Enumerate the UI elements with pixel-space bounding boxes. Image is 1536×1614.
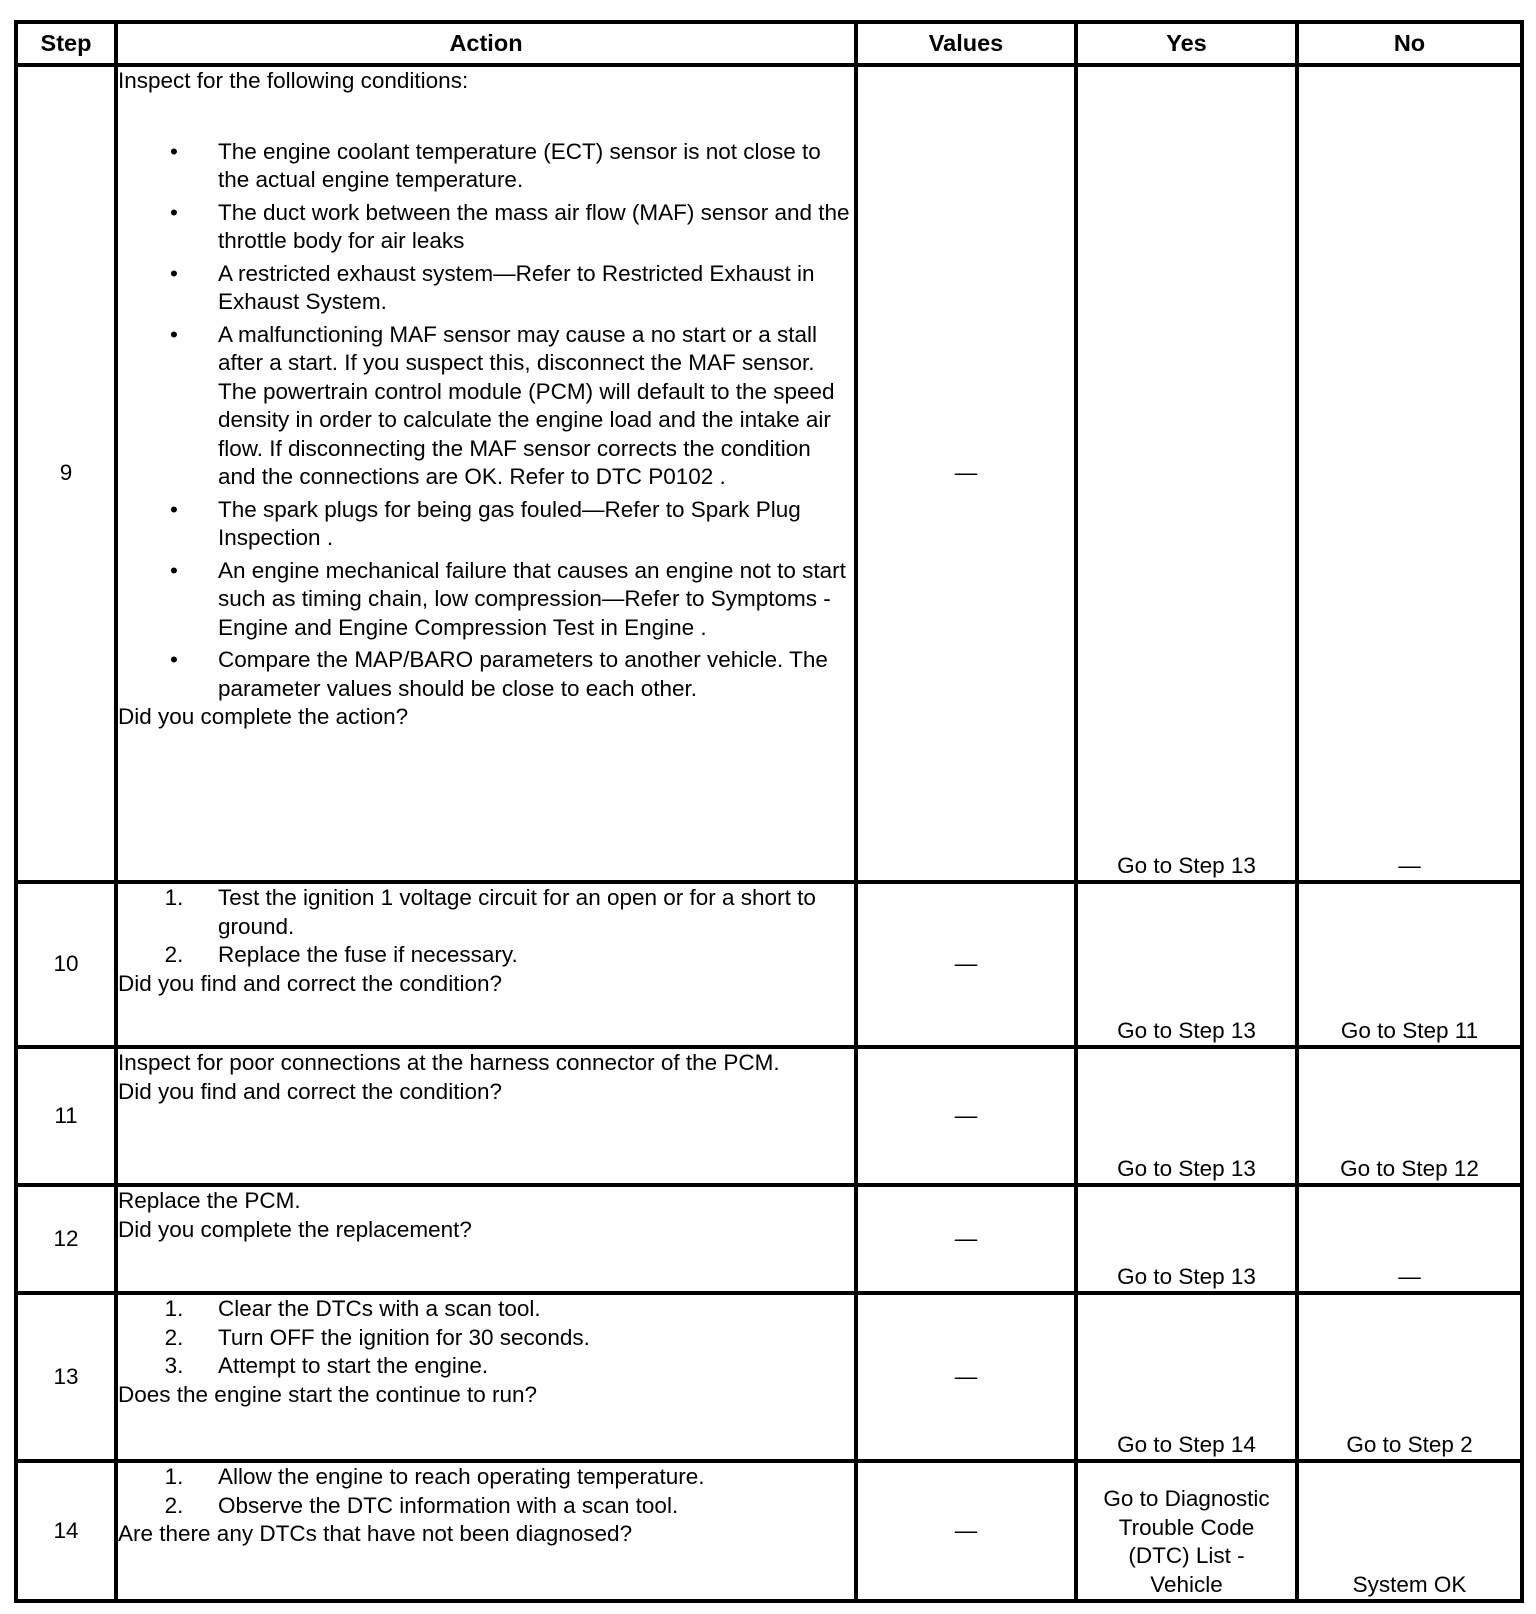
list-item: • A restricted exhaust system—Refer to Restricted Exhaust in Exhaust System. — [118, 260, 854, 317]
diagnostic-table — [14, 20, 1524, 1603]
step-number: 12 — [16, 1185, 116, 1293]
step-number: 14 — [16, 1461, 116, 1601]
yes-result: Go to Diagnostic Trouble Code (DTC) List - Vehicle — [1076, 1461, 1297, 1601]
header-step: Step — [16, 22, 116, 65]
list-item: • Compare the MAP/BARO parameters to another vehicle. The parameter values should be close to each other. — [118, 646, 854, 703]
list-item: • A malfunctioning MAF sensor may cause a no start or a stall after a start. If you suspect this, disconnect the MAF sensor. The powertrain control module (PCM) will default to the speed density in order to calculate the engine load and the intake air flow. If disconnecting the MAF sensor corrects the condition and the connections are OK. Refer to DTC P0102 . — [118, 321, 854, 492]
bullet-icon: • — [170, 321, 178, 347]
table-row — [16, 1047, 1522, 1185]
list-item: 1. Clear the DTCs with a scan tool. — [164, 1296, 541, 1321]
list-item: • The spark plugs for being gas fouled—Refer to Spark Plug Inspection . — [118, 496, 854, 553]
list-item: • The duct work between the mass air flow (MAF) sensor and the throttle body for air leaks — [118, 199, 854, 256]
header-action: Action — [116, 22, 856, 65]
action-cell — [116, 1047, 856, 1185]
table-row — [16, 882, 1522, 1047]
numbered-list — [118, 1463, 854, 1520]
header-values: Values — [856, 22, 1076, 65]
bullet-icon: • — [170, 496, 178, 522]
list-item: 1. Allow the engine to reach operating temperature. — [164, 1464, 705, 1489]
values-cell: — — [856, 1293, 1076, 1461]
values-cell: — — [856, 65, 1076, 882]
values-cell: — — [856, 1461, 1076, 1601]
header-no: No — [1297, 22, 1522, 65]
step-number: 11 — [16, 1047, 116, 1185]
action-cell — [116, 65, 856, 882]
action-question: Are there any DTCs that have not been diagnosed? — [118, 1521, 633, 1546]
step-number: 10 — [16, 882, 116, 1047]
no-result: — — [1297, 65, 1522, 882]
action-question: Did you find and correct the condition? — [118, 1078, 502, 1104]
table-row — [16, 1461, 1522, 1601]
header-yes: Yes — [1076, 22, 1297, 65]
action-question: Did you find and correct the condition? — [118, 970, 502, 996]
list-item: 3. Attempt to start the engine. — [164, 1353, 489, 1378]
numbered-list — [118, 1295, 854, 1381]
header-row — [16, 22, 1522, 65]
action-intro: Inspect for poor connections at the harness connector of the PCM. — [118, 1050, 780, 1075]
yes-result: Go to Step 14 — [1076, 1293, 1297, 1461]
action-cell — [116, 882, 856, 1047]
action-cell — [116, 1293, 856, 1461]
values-cell: — — [856, 882, 1076, 1047]
table-row — [16, 1185, 1522, 1293]
bullet-icon: • — [170, 260, 178, 286]
bullet-icon: • — [170, 557, 178, 583]
yes-result: Go to Step 13 — [1076, 65, 1297, 882]
action-cell — [116, 1461, 856, 1601]
list-item: 2. Replace the fuse if necessary. — [164, 942, 518, 967]
bullet-icon: • — [170, 138, 178, 164]
values-cell: — — [856, 1047, 1076, 1185]
step-number: 13 — [16, 1293, 116, 1461]
no-result: Go to Step 12 — [1297, 1047, 1522, 1185]
numbered-list — [118, 884, 854, 970]
action-intro: Replace the PCM. — [118, 1188, 301, 1213]
yes-result: Go to Step 13 — [1076, 1047, 1297, 1185]
list-item: 1. Test the ignition 1 voltage circuit for an open or for a short to ground. — [164, 885, 816, 939]
action-question: Does the engine start the continue to run? — [118, 1381, 538, 1407]
action-intro: Inspect for the following conditions: — [118, 68, 469, 93]
no-result: — — [1297, 1185, 1522, 1293]
yes-result: Go to Step 13 — [1076, 882, 1297, 1047]
yes-result: Go to Step 13 — [1076, 1185, 1297, 1293]
table-row — [16, 1293, 1522, 1461]
action-question: Did you complete the replacement? — [118, 1216, 472, 1242]
bullet-icon: • — [170, 647, 178, 672]
bullet-icon: • — [170, 199, 178, 225]
no-result: Go to Step 2 — [1297, 1293, 1522, 1461]
no-result: Go to Step 11 — [1297, 882, 1522, 1047]
list-item: 2. Observe the DTC information with a scan tool. — [164, 1492, 679, 1518]
list-item: 2. Turn OFF the ignition for 30 seconds. — [164, 1324, 590, 1350]
no-result: System OK — [1297, 1461, 1522, 1601]
action-cell — [116, 1185, 856, 1293]
table-row — [16, 65, 1522, 882]
condition-list — [118, 138, 854, 704]
list-item: • An engine mechanical failure that causes an engine not to start such as timing chain, low compression—Refer to Symptoms - Engine and Engine Compression Test in Engine . — [118, 557, 854, 643]
values-cell: — — [856, 1185, 1076, 1293]
list-item: • The engine coolant temperature (ECT) sensor is not close to the actual engine temperature. — [118, 138, 854, 195]
step-number: 9 — [16, 65, 116, 882]
action-question: Did you complete the action? — [118, 704, 409, 729]
